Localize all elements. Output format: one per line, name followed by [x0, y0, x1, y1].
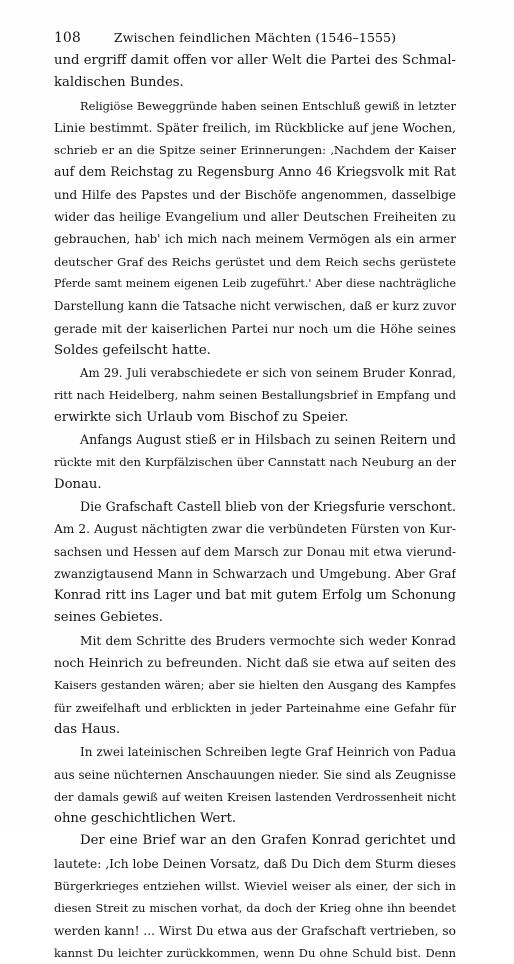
text-line: ohne geschichtlichen Wert. — [54, 811, 237, 827]
text-line: diesen Streit zu mischen vorhat, da doch der Krieg ohne ihn beendet — [54, 901, 456, 916]
text-line: Soldes gefeilscht hatte. — [54, 342, 211, 358]
text-line: das Haus. — [54, 721, 121, 737]
text-line: In zwei lateinischen Schreiben legte Graf Heinrich von Padua — [80, 745, 456, 760]
text-line: zwanzigtausend Mann in Schwarzach und Umgebung. Aber Graf — [54, 566, 456, 581]
page-header — [54, 28, 456, 48]
text-line: für zweifelhaft und erblickten in jeder Parteinahme eine Gefahr für — [54, 700, 456, 715]
text-line: gebrauchen, hab' ich mich nach meinem Vermögen als ein armer — [54, 232, 456, 247]
text-line: Pferde samt meinem eigenen Leib zugeführt.' Aber diese nachträgliche — [54, 276, 456, 290]
text-line: Der eine Brief war an den Grafen Konrad gerichtet und — [80, 833, 456, 849]
text-line: und ergriff damit offen vor aller Welt die Partei des Schmal- — [54, 53, 456, 68]
text-line: seines Gebietes. — [54, 610, 163, 626]
text-line: sachsen und Hessen auf dem Marsch zur Donau mit etwa vierund- — [54, 544, 456, 559]
body-text — [54, 50, 456, 964]
text-line: Darstellung kann die Tatsache nicht verwischen, daß er kurz zuvor — [54, 299, 456, 314]
text-line: erwirkte sich Urlaub vom Bischof zu Speier. — [54, 409, 349, 425]
text-line: noch Heinrich zu befreunden. Nicht daß sie etwa auf seiten des — [54, 655, 456, 671]
text-line: Religiöse Beweggründe haben seinen Entschluß gewiß in letzter — [80, 98, 456, 113]
text-line: der damals gewiß auf weiten Kreisen lastenden Verdrossenheit nicht — [54, 789, 456, 804]
running-title: Zwischen feindlichen Mächten (1546–1555) — [113, 30, 397, 45]
text-line: Bürgerkrieges entziehen willst. Wieviel weiser als einer, der sich in — [54, 878, 456, 893]
text-line: kannst Du leichter zurückkommen, wenn Du ohne Schuld bist. Denn — [54, 945, 456, 960]
text-line: werden kann! ... Wirst Du etwa aus der Grafschaft vertrieben, so — [54, 923, 456, 938]
text-line: ritt nach Heidelberg, nahm seinen Bestallungsbrief in Empfang und — [54, 388, 456, 403]
text-line: Konrad ritt ins Lager und bat mit gutem Erfolg um Schonung — [54, 588, 456, 604]
text-line: rückte mit den Kurpfälzischen über Cannstatt nach Neuburg an der — [54, 455, 456, 470]
text-line: gerade mit der kaiserlichen Partei nur noch um die Höhe seines — [54, 321, 456, 336]
text-line: Am 2. August nächtigten zwar die verbündeten Fürsten von Kur- — [54, 522, 456, 537]
text-line: Anfangs August stieß er in Hilsbach zu seinen Reitern und — [80, 432, 456, 448]
text-line: Linie bestimmt. Später freilich, im Rückblicke auf jene Wochen, — [54, 119, 456, 135]
text-line: auf dem Reichstag zu Regensburg Anno 46 Kriegsvolk mit Rat — [54, 164, 456, 180]
text-line: aus seine nüchternen Anschauungen nieder. Sie sind als Zeugnisse — [54, 767, 456, 782]
text-line: deutscher Graf des Reichs gerüstet und dem Reich sechs gerüstete — [54, 254, 456, 269]
text-line: kaldischen Bundes. — [54, 75, 184, 91]
text-line: schrieb er an die Spitze seiner Erinnerungen: ‚Nachdem der Kaiser — [54, 143, 456, 158]
text-line: Kaisers gestanden wären; aber sie hielten den Ausgang des Kampfes — [54, 678, 456, 693]
text-line: Die Grafschaft Castell blieb von der Kriegsfurie verschont. — [80, 498, 456, 514]
text-line: und Hilfe des Papstes und der Bischöfe angenommen, dasselbige — [54, 187, 456, 202]
text-line: wider das heilige Evangelium und aller Deutschen Freiheiten zu — [54, 210, 456, 225]
text-line: Donau. — [54, 476, 102, 492]
text-line: Am 29. Juli verabschiedete er sich von seinem Bruder Konrad, — [80, 366, 456, 381]
page-number: 108 — [54, 30, 81, 46]
text-line: Mit dem Schritte des Bruders vermochte sich weder Konrad — [80, 633, 456, 648]
text-line: lautete: ‚Ich lobe Deinen Vorsatz, daß Du Dich dem Sturm dieses — [54, 856, 456, 871]
